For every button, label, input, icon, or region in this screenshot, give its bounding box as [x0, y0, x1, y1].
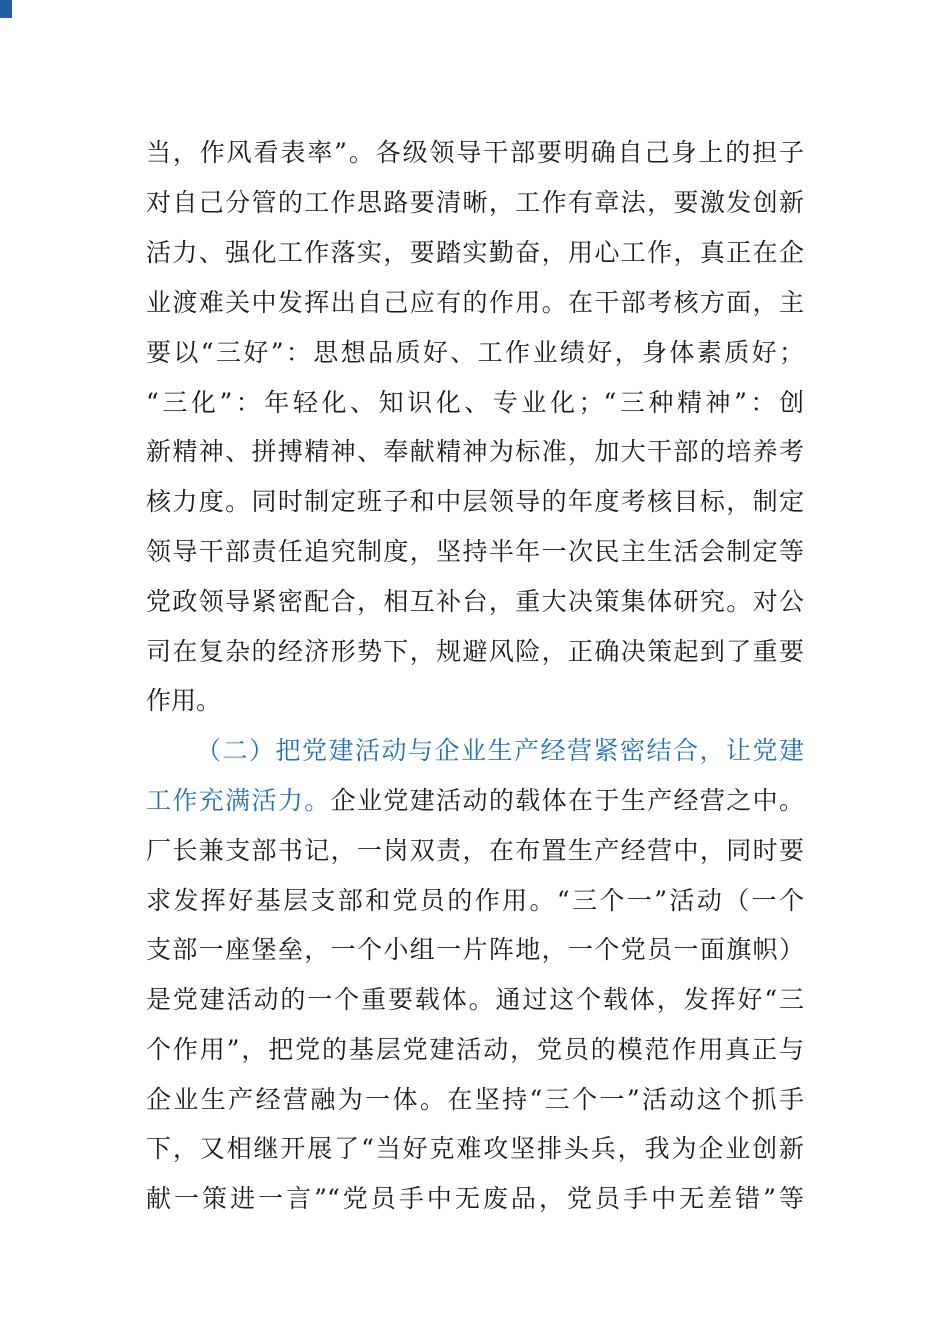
- corner-mark: [0, 0, 12, 18]
- paragraph-line: 核力度。同时制定班子和中层领导的年度考核目标，制定: [146, 487, 804, 516]
- paragraph-line: 新精神、拼搏精神、奉献精神为标准，加大干部的培养考: [146, 437, 804, 466]
- paragraph-line: 企业生产经营融为一体。在坚持“三个一”活动这个抓手: [146, 1085, 804, 1114]
- paragraph-line: 支部一座堡垒，一个小组一片阵地，一个党员一面旗帜）: [146, 935, 804, 964]
- paragraph-line: 司在复杂的经济形势下，规避风险，正确决策起到了重要: [146, 637, 804, 666]
- paragraph-line: 作用。: [146, 686, 222, 715]
- paragraph-line: “三化”：年轻化、知识化、专业化；“三种精神”：创: [146, 388, 804, 417]
- section-heading: （二）把党建活动与企业生产经营紧密结合，让党建: [196, 736, 804, 765]
- paragraph-line: 要以“三好”：思想品质好、工作业绩好，身体素质好；: [146, 338, 804, 367]
- paragraph-line: 活力、强化工作落实，要踏实勤奋，用心工作，真正在企: [146, 238, 804, 267]
- paragraph-line: 对自己分管的工作思路要清晰，工作有章法，要激发创新: [146, 188, 804, 217]
- paragraph-line: 领导干部责任追究制度，坚持半年一次民主生活会制定等: [146, 537, 804, 566]
- paragraph-line: 个作用”，把党的基层党建活动，党员的模范作用真正与: [146, 1035, 804, 1064]
- paragraph-line: 是党建活动的一个重要载体。通过这个载体，发挥好“三: [146, 985, 804, 1014]
- paragraph-line: 当，作风看表率”。各级领导干部要明确自己身上的担子: [146, 138, 804, 167]
- paragraph-line: 求发挥好基层支部和党员的作用。“三个一”活动（一个: [146, 886, 804, 915]
- paragraph-line: 献一策进一言”“党员手中无废品，党员手中无差错”等: [146, 1184, 804, 1213]
- paragraph-line: 党政领导紧密配合，相互补台，重大决策集体研究。对公: [146, 587, 804, 616]
- paragraph-line: 厂长兼支部书记，一岗双责，在布置生产经营中，同时要: [146, 836, 804, 865]
- paragraph-text: 企业党建活动的载体在于生产经营之中。: [330, 786, 804, 815]
- section-heading-continuation: [146, 781, 804, 821]
- paragraph-line: 下，又相继开展了“当好克难攻坚排头兵，我为企业创新: [146, 1134, 804, 1163]
- section-heading-end: 工作充满活力。: [146, 786, 331, 815]
- paragraph-line: 业渡难关中发挥出自己应有的作用。在干部考核方面，主: [146, 288, 804, 317]
